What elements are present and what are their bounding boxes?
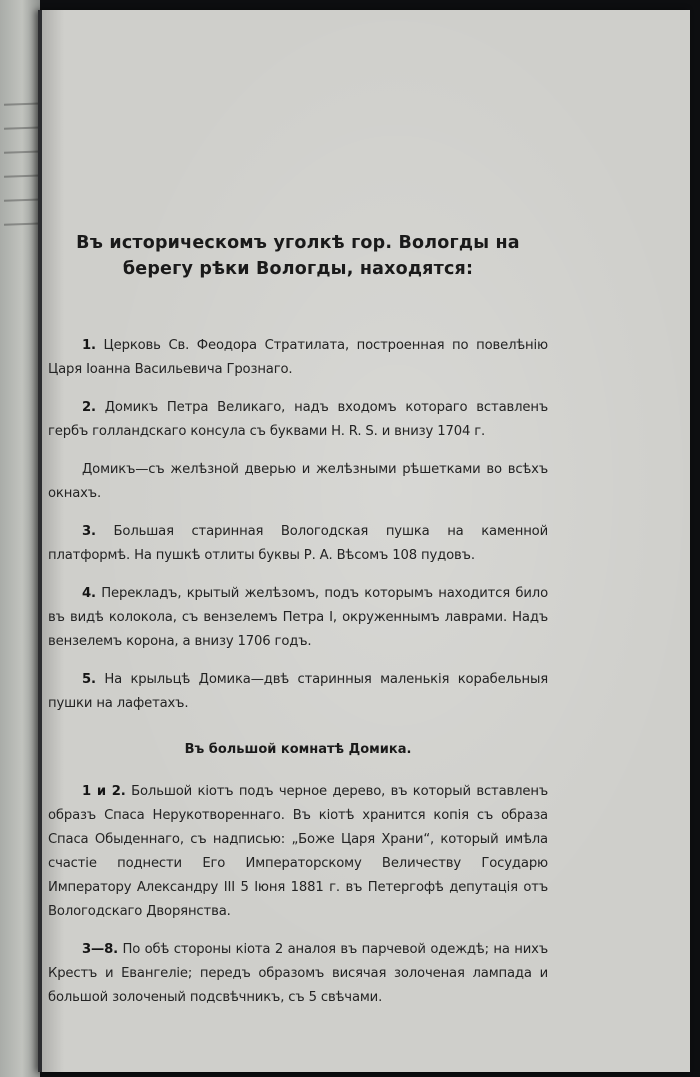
paragraph-text: Домикъ Петра Великаго, надъ входомъ котораго вставленъ гербъ голландскаго консула съ буквами H. R. S. и внизу 1704 г. (48, 400, 549, 439)
prev-text-line (4, 91, 40, 105)
paragraph-number: 3—8. (82, 942, 118, 957)
paragraph-number: 4. (82, 586, 96, 601)
paragraph-text: На крыльцѣ Домика—двѣ старинныя маленькія корабельныя пушки на лафетахъ. (48, 672, 548, 711)
paragraph-2 (48, 396, 548, 444)
prev-text-line (4, 139, 40, 153)
room-paragraph-2 (48, 938, 548, 1010)
page-title (48, 230, 548, 282)
paragraph-number: 1. (82, 338, 96, 353)
previous-page-edge (0, 0, 40, 1077)
paragraph-text: По обѣ стороны кіота 2 аналоя въ парчевой одеждѣ; на нихъ Крестъ и Евангеліе; передъ образомъ висячая золоченая лампада и большой золоченый подсвѣчникъ, съ 5 свѣчами. (48, 942, 548, 1005)
paragraph-text: Перекладъ, крытый желѣзомъ, подъ которымъ находится било въ видѣ колокола, съ вензелемъ Петра I, окруженнымъ лаврами. Надъ вензелемъ корона, а внизу 1706 годъ. (48, 586, 548, 649)
paragraph-number: 2. (82, 400, 96, 415)
paragraph-2b (48, 458, 548, 506)
book-spine (38, 10, 42, 1072)
section-heading: Въ большой комнатѣ Домика. (184, 742, 412, 757)
title-line-1: Въ историческомъ уголкѣ гор. Вологды на (76, 233, 520, 253)
paragraph-number: 5. (82, 672, 96, 687)
prev-text-line (4, 115, 40, 129)
prev-text-line (4, 163, 40, 177)
title-line-2: берегу рѣки Вологды, находятся: (122, 259, 474, 279)
prev-text-line (4, 187, 40, 201)
paragraph-4 (48, 582, 548, 654)
page-text (48, 230, 548, 1024)
paragraph-text: Большая старинная Вологодская пушка на каменной платформѣ. На пушкѣ отлиты буквы Р. А. Вѣсомъ 108 пудовъ. (48, 524, 549, 563)
prev-text-line (4, 211, 40, 225)
paragraph-number: 1 и 2. (82, 784, 126, 799)
room-paragraph-1 (48, 780, 548, 924)
paragraph-number: 3. (82, 524, 96, 539)
paragraph-text: Церковь Св. Феодора Стратилата, построенная по повелѣнію Царя Іоанна Васильевича Грознаго. (48, 338, 548, 377)
paragraph-text: Большой кіотъ подъ черное дерево, въ который вставленъ образъ Спаса Нерукотвореннаго. Въ кіотѣ хранится копія съ образа Спаса Обыденнаго, съ надписью: „Боже Царя Храни“, который имѣла счастіе поднести Его Императорскому Величеству Государю Императору Александру III 5 Іюня 1881 г. въ Петергофѣ депутація отъ Вологодскаго Дворянства. (48, 784, 549, 919)
paragraph-text: Домикъ—съ желѣзной дверью и желѣзными рѣшетками во всѣхъ окнахъ. (48, 462, 548, 501)
paragraph-1 (48, 334, 548, 382)
paragraph-3 (48, 520, 548, 568)
paragraph-5 (48, 668, 548, 716)
